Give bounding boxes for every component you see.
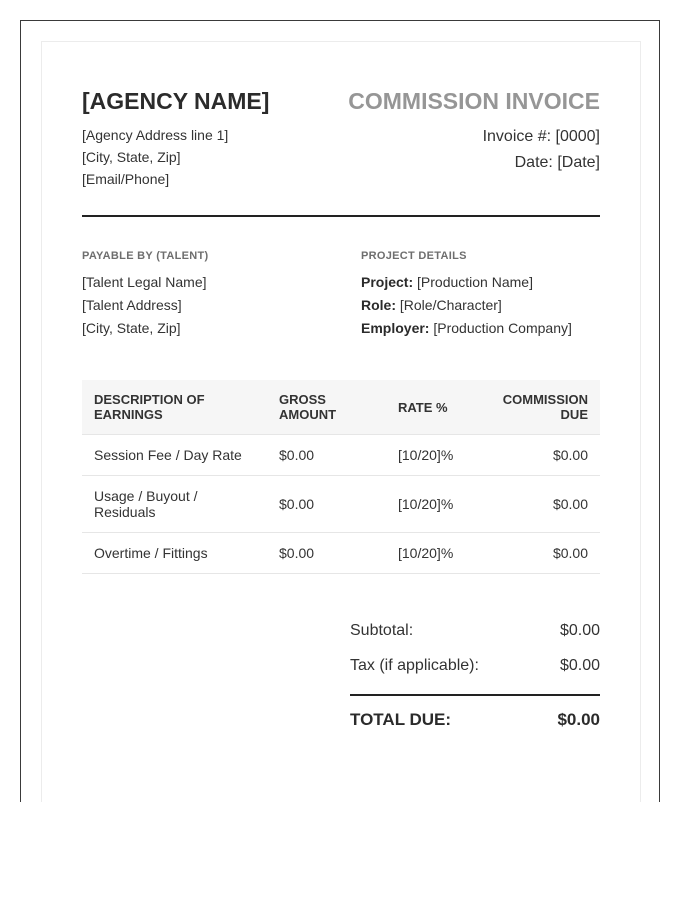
invoice-number: Invoice #: [0000]	[482, 128, 600, 145]
column-header-description: DESCRIPTION OF EARNINGS	[82, 380, 267, 435]
employer-value: [Production Company]	[433, 320, 572, 336]
column-header-gross-amount: GROSS AMOUNT	[267, 380, 386, 435]
row-gross-amount: $0.00	[267, 435, 386, 476]
invoice-date: Date: [Date]	[514, 154, 600, 171]
table-row	[82, 533, 600, 574]
row-commission-due: $0.00	[486, 435, 600, 476]
row-description: Overtime / Fittings	[82, 533, 267, 574]
talent-city-state-zip: [City, State, Zip]	[82, 320, 181, 336]
total-due-value: $0.00	[557, 710, 600, 729]
agency-city-state-zip: [City, State, Zip]	[82, 149, 181, 165]
talent-legal-name: [Talent Legal Name]	[82, 274, 207, 290]
project-line	[361, 274, 533, 290]
project-value: [Production Name]	[417, 274, 533, 290]
project-label: Project:	[361, 274, 414, 290]
table-header-row	[82, 380, 600, 435]
total-divider	[350, 694, 600, 696]
tax-label: Tax (if applicable):	[350, 657, 479, 674]
role-label: Role:	[361, 297, 396, 313]
role-value: [Role/Character]	[399, 297, 502, 313]
earnings-table	[82, 380, 600, 574]
agency-address-line: [Agency Address line 1]	[82, 127, 229, 143]
row-rate: [10/20]%	[386, 533, 486, 574]
employer-label: Employer:	[361, 320, 430, 336]
payable-by-heading: PAYABLE BY (TALENT)	[82, 250, 209, 262]
agency-email-phone: [Email/Phone]	[82, 171, 170, 187]
row-commission-due: $0.00	[486, 533, 600, 574]
project-details-heading: PROJECT DETAILS	[361, 250, 467, 262]
invoice-title: COMMISSION INVOICE	[348, 88, 600, 114]
header-divider	[82, 215, 600, 217]
total-due-label: TOTAL DUE:	[350, 710, 452, 729]
row-description: Session Fee / Day Rate	[82, 435, 267, 476]
row-gross-amount: $0.00	[267, 533, 386, 574]
employer-line	[361, 320, 572, 336]
subtotal-value: $0.00	[559, 622, 600, 639]
subtotal-label: Subtotal:	[350, 622, 414, 639]
role-line	[361, 297, 502, 313]
agency-name: [AGENCY NAME]	[82, 88, 270, 114]
row-rate: [10/20]%	[386, 476, 486, 533]
row-rate: [10/20]%	[386, 435, 486, 476]
row-description: Usage / Buyout / Residuals	[82, 476, 267, 533]
talent-address: [Talent Address]	[82, 297, 182, 313]
column-header-commission-due: COMMISSION DUE	[486, 380, 600, 435]
column-header-rate: RATE %	[386, 380, 486, 435]
row-commission-due: $0.00	[486, 476, 600, 533]
tax-value: $0.00	[559, 657, 600, 674]
row-gross-amount: $0.00	[267, 476, 386, 533]
table-row	[82, 435, 600, 476]
table-row	[82, 476, 600, 533]
